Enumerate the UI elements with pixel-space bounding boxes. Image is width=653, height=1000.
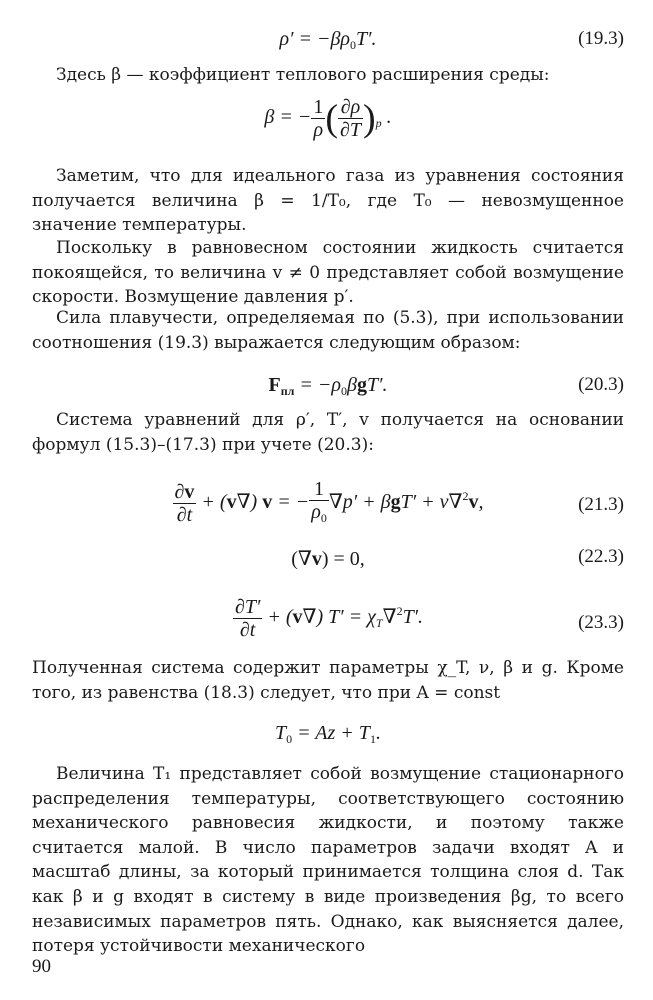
equation-number: (19.3) [578,28,624,49]
paragraph-beta-intro: Здесь β — коэффициент теплового расширения среды: [56,65,550,85]
equation-beta-body: β = − $\frac{1}{\rho}$ ( $\frac{\partial\rho}{\partial T}$ )$_p$ . [264,96,392,141]
paragraph-ideal-gas: Заметим, что для идеального газа из уравнения состояния получается величина β = 1/T₀, где T₀ — невозмущенное значение температуры. [32,166,624,236]
equation-number: (21.3) [578,494,624,515]
equation-21-3-body: $\frac{\partial v}{\partial t}$ + (v∇) v = − $\frac{1}{\rho_0}$ ∇p′ + βgT′ + ν∇$^2$v, [174,478,484,526]
equation-21-3 [32,478,624,534]
equation-t0-body: $T_0 = Az + T_1$. [275,722,381,746]
equation-number: (22.3) [578,546,624,567]
paragraph-parameters: Полученная система содержит параметры χ_T, ν, β и g. Кроме того, из равенства (18.3) следует, что при A = const [32,658,624,703]
paragraph-system: Система уравнений для ρ′, T′, v получается на основании формул (15.3)–(17.3) при учете (20.3): [32,410,624,455]
equation-23-3 [32,596,624,652]
equation-19-3-body: $\rho' = -\beta\rho_0T'$. [279,28,377,52]
equation-22-3-body: (∇v) = 0, [291,548,365,570]
equation-beta-definition [32,96,624,141]
paragraph-buoyancy: Сила плавучести, определяемая по (5.3), при использовании соотношения (19.3) выражается следующим образом: [32,308,624,353]
equation-19-3 [32,28,624,53]
equation-t0-definition [32,722,624,747]
equation-23-3-body: $\frac{\partial T'}{\partial t}$ + (v∇) $T' = \chi_T\nabla^2T'$. [234,596,424,641]
equation-number: (23.3) [578,612,624,633]
paragraph-equilibrium: Поскольку в равновесном состоянии жидкость считается покоящейся, то величина v ≠ 0 представляет собой возмущение скорости. Возмущение давления p′. [32,238,624,308]
paragraph-perturbation: Величина T₁ представляет собой возмущение стационарного распределения температуры, соответствующего состоянию механического равновесия жидкости, и поэтому также считается малой. В число параметров задачи входят A и масштаб длины, за который принимается толщина слоя d. Так как β и g входят в систему в виде произведения βg, то всего независимых параметров пять. Однако, как выясняется далее, потеря устойчивости механического [32,764,624,957]
page-number: 90 [32,956,51,977]
equation-22-3 [32,546,624,571]
equation-number: (20.3) [578,374,624,395]
equation-20-3 [32,374,624,399]
equation-20-3-body: $F_{пл} = -\rho_0\beta gT'$. [268,374,388,398]
